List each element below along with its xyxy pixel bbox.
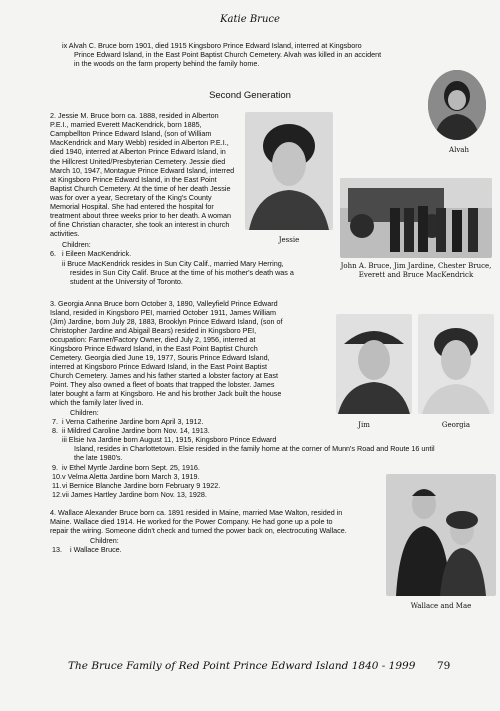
jessie-paragraph-line: was for over a year, Secretary of the King's County: [50, 192, 212, 202]
georgia-paragraph-line: Point. They also owned a fleet of boats that trapped the lobster. James: [50, 380, 275, 389]
georgia-paragraph-line: (Jim) Jardine, born July 28, 1883, Brooklyn Prince Edward Island, (son of: [50, 317, 283, 326]
wallace-paragraph-line: Maine. Wallace died 1914. He worked for the Power Company. He had gone up a pole to: [50, 517, 333, 526]
georgia-paragraph-line: Church Cemetery. James and his father started a lobster factory at East: [50, 371, 278, 380]
jessie-photo: [245, 112, 333, 230]
page-header: Katie Bruce: [220, 14, 280, 25]
child-entry: Island, resides in Charlottetown. Elsie resided in the family home at the corner of Munn's Road and Route 16 until: [74, 444, 435, 454]
georgia-children-label: Children:: [70, 408, 99, 417]
child-entry: vii James Hartley Jardine born Nov. 13, 1928.: [62, 489, 207, 499]
alvah-entry-line1: ix Alvah C. Bruce born 1901, died 1915 Kingsboro Prince Edward Island, interred at Kingsboro: [62, 41, 362, 50]
child-number: 6.: [50, 249, 56, 258]
jessie-paragraph-line: the Hillcrest United/Presbyterian Cemetery. Jessie died: [50, 156, 226, 166]
georgia-paragraph-line: interred at Kingsboro Prince Edward Island, in the East Point Baptist: [50, 362, 267, 371]
jessie-paragraph-line: treatment about three weeks prior to her death. A woman: [50, 211, 231, 221]
wallace-children-label: Children:: [90, 536, 119, 545]
jessie-paragraph-line: March 10, 1947, Montague Prince Edward Island, interred: [50, 165, 235, 175]
jessie-paragraph-line: of fine Christian character, she took an interest in church: [50, 220, 230, 230]
child-number: 10.: [52, 471, 62, 481]
child-entry: vi Bernice Blanche Jardine born February 9 1922.: [62, 480, 221, 490]
child-entry: ii Bruce MacKendrick resides in Sun City Calif., married Mary Herring,: [62, 259, 284, 268]
alvah-entry-line3: in the woods on the farm property behind the family home.: [74, 59, 260, 68]
jessie-paragraph-line: 2. Jessie M. Bruce born ca. 1888, resided in Alberton: [50, 111, 219, 120]
footer-title: The Bruce Family of Red Point Prince Edward Island 1840 - 1999: [68, 660, 416, 672]
georgia-caption: Georgia: [441, 421, 471, 429]
georgia-paragraph-line: later bought a farm at Kingsboro. He and his brother Jack built the house: [50, 389, 282, 398]
jessie-paragraph-line: Baptist Church Cemetery. At the time of her death Jessie: [50, 183, 231, 193]
jessie-paragraph-line: Campbellton Prince Edward Island, (son of William: [50, 129, 212, 139]
jim-photo: [336, 314, 412, 414]
child-entry: i Eileen MacKendrick.: [62, 249, 132, 258]
alvah-entry-line2: Prince Edward Island, in the East Point Baptist Church Cemetery. Alvah was killed in an accident: [74, 50, 382, 59]
child-entry: student at the University of Toronto.: [70, 277, 183, 286]
alvah-photo: [428, 70, 486, 140]
jessie-paragraph-line: at Kingsboro Prince Edward Island, in the East Point: [50, 174, 217, 184]
jessie-children-label: Children:: [62, 240, 91, 249]
georgia-paragraph-line: Island, resided in Kingsboro PEI, married October 1911, James William: [50, 308, 276, 317]
group-photo: [340, 178, 492, 258]
wallace-paragraph-line: 4. Wallace Alexander Bruce born ca. 1891 resided in Maine, married Mae Walton, resided in: [50, 508, 343, 517]
georgia-paragraph-line: 3. Georgia Anna Bruce born October 3, 1890, Valleyfield Prince Edward: [50, 299, 278, 308]
child-number: 11.: [52, 480, 62, 490]
jessie-paragraph-line: MacKendrick and Mary Webb) resided in Alberton P.E.I.,: [50, 138, 229, 148]
child-number: 13.: [52, 545, 62, 554]
child-number: 9.: [52, 462, 58, 472]
georgia-paragraph-line: Kingsboro Prince Edward Island, in the East Point Baptist Church: [50, 344, 258, 353]
child-number: 7.: [52, 417, 58, 426]
georgia-paragraph-line: Christopher Jardine and Abigail Bears) resided in Kingsboro PEI,: [50, 326, 257, 335]
child-entry: iv Ethel Myrtle Jardine born Sept. 25, 1916.: [62, 462, 200, 472]
jessie-paragraph-line: activities.: [50, 229, 80, 239]
child-entry: ii Mildred Caroline Jardine born Nov. 14, 1913.: [62, 426, 210, 436]
child-entry: iii Elsie Iva Jardine born August 11, 1915, Kingsboro Prince Edward: [62, 435, 277, 445]
child-entry: resides in Sun City Calif. Bruce at the time of his mother's death was a: [70, 268, 294, 277]
jim-caption: Jim: [358, 421, 370, 429]
jessie-paragraph-line: Memorial Hospital. She had entered the hospital for: [50, 202, 214, 211]
georgia-paragraph-line: which the family later lived in.: [50, 398, 144, 407]
group-caption-line2: Everett and Bruce MacKendrick: [358, 271, 474, 279]
group-caption-line1: John A. Bruce, Jim Jardine, Chester Bruce,: [340, 262, 492, 270]
georgia-paragraph-line: occupation: Farmer/Factory Owner, died July 2, 1956, interred at: [50, 335, 256, 344]
page-number: 79: [437, 660, 451, 672]
child-entry: i Verna Catherine Jardine born April 3, 1912.: [62, 417, 204, 426]
wallace-caption: Wallace and Mae: [410, 602, 472, 610]
wallace-paragraph-line: repair the wiring. Someone didn't check and turned the power back on, electrocuting Wallace.: [50, 526, 347, 535]
jessie-paragraph-line: died 1940, interred at Alberton Prince Edward Island, in: [50, 147, 226, 157]
child-entry: v Velma Aletta Jardine born March 3, 1919.: [62, 471, 200, 481]
child-number: 12.: [52, 489, 62, 499]
section-title: Second Generation: [209, 90, 291, 101]
jessie-paragraph-line: P.E.I., married Everett MacKendrick, born 1885,: [50, 120, 202, 130]
child-entry: i Wallace Bruce.: [70, 545, 122, 554]
child-entry: the late 1980's.: [74, 453, 123, 463]
georgia-photo: [418, 314, 494, 414]
child-number: 8.: [52, 426, 58, 436]
alvah-caption: Alvah: [449, 146, 469, 154]
wallace-mae-photo: [386, 474, 496, 596]
jessie-caption: Jessie: [278, 236, 300, 244]
georgia-paragraph-line: Cemetery. Georgia died June 19, 1977, Souris Prince Edward Island,: [50, 353, 270, 362]
